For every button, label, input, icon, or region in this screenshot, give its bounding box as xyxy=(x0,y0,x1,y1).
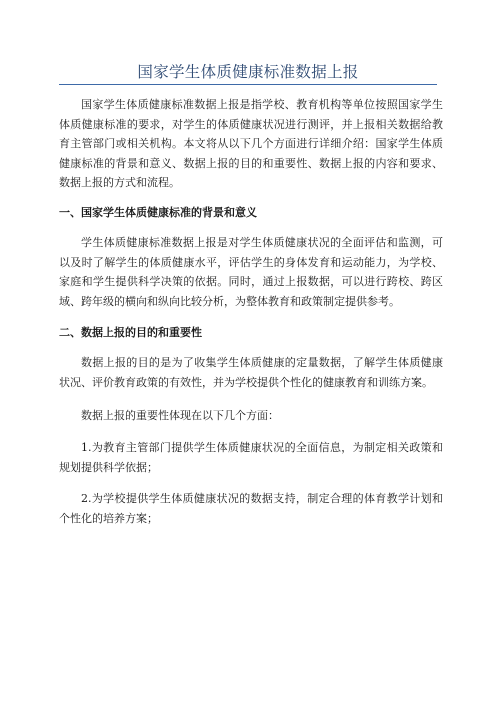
section-2-heading: 二、数据上报的目的和重要性 xyxy=(59,326,202,340)
section-1-heading: 一、国家学生体质健康标准的背景和意义 xyxy=(59,205,257,219)
list-item: 2.为学校提供学生体质健康状况的数据支持，制定合理的体育教学计划和个性化的培养方案； xyxy=(59,492,443,525)
document-title: 国家学生体质健康标准数据上报 xyxy=(137,63,359,81)
section-1-paragraph: 学生体质健康标准数据上报是对学生体质健康状况的全面评估和监测，可以及时了解学生的体质健康水平，评估学生的身体发育和运动能力，为学校、家庭和学生提供科学决策的依据。同时，通过上报数据，可以进行跨校、跨区域、跨年级的横向和纵向比较分析，为整体教育和政策制定提供参考。 xyxy=(59,235,443,308)
section-2-paragraph: 数据上报的目的是为了收集学生体质健康的定量数据，了解学生体质健康状况、评价教育政策的有效性，并为学校提供个性化的健康教育和训练方案。 xyxy=(59,356,443,389)
title-underline xyxy=(59,84,437,85)
list-item: 1.为教育主管部门提供学生体质健康状况的全面信息，为制定相关政策和规划提供科学依据； xyxy=(59,441,443,474)
section-2-lead: 数据上报的重要性体现在以下几个方面： xyxy=(81,408,279,422)
intro-paragraph: 国家学生体质健康标准数据上报是指学校、教育机构等单位按照国家学生体质健康标准的要求，对学生的体质健康状况进行测评，并上报相关数据给教育主管部门或相关机构。本文将从以下几个方面进行详细介绍：国家学生体质健康标准的背景和意义、数据上报的目的和重要性、数据上报的内容和要求、数据上报的方式和流程。 xyxy=(59,98,443,190)
document-body xyxy=(59,95,443,541)
